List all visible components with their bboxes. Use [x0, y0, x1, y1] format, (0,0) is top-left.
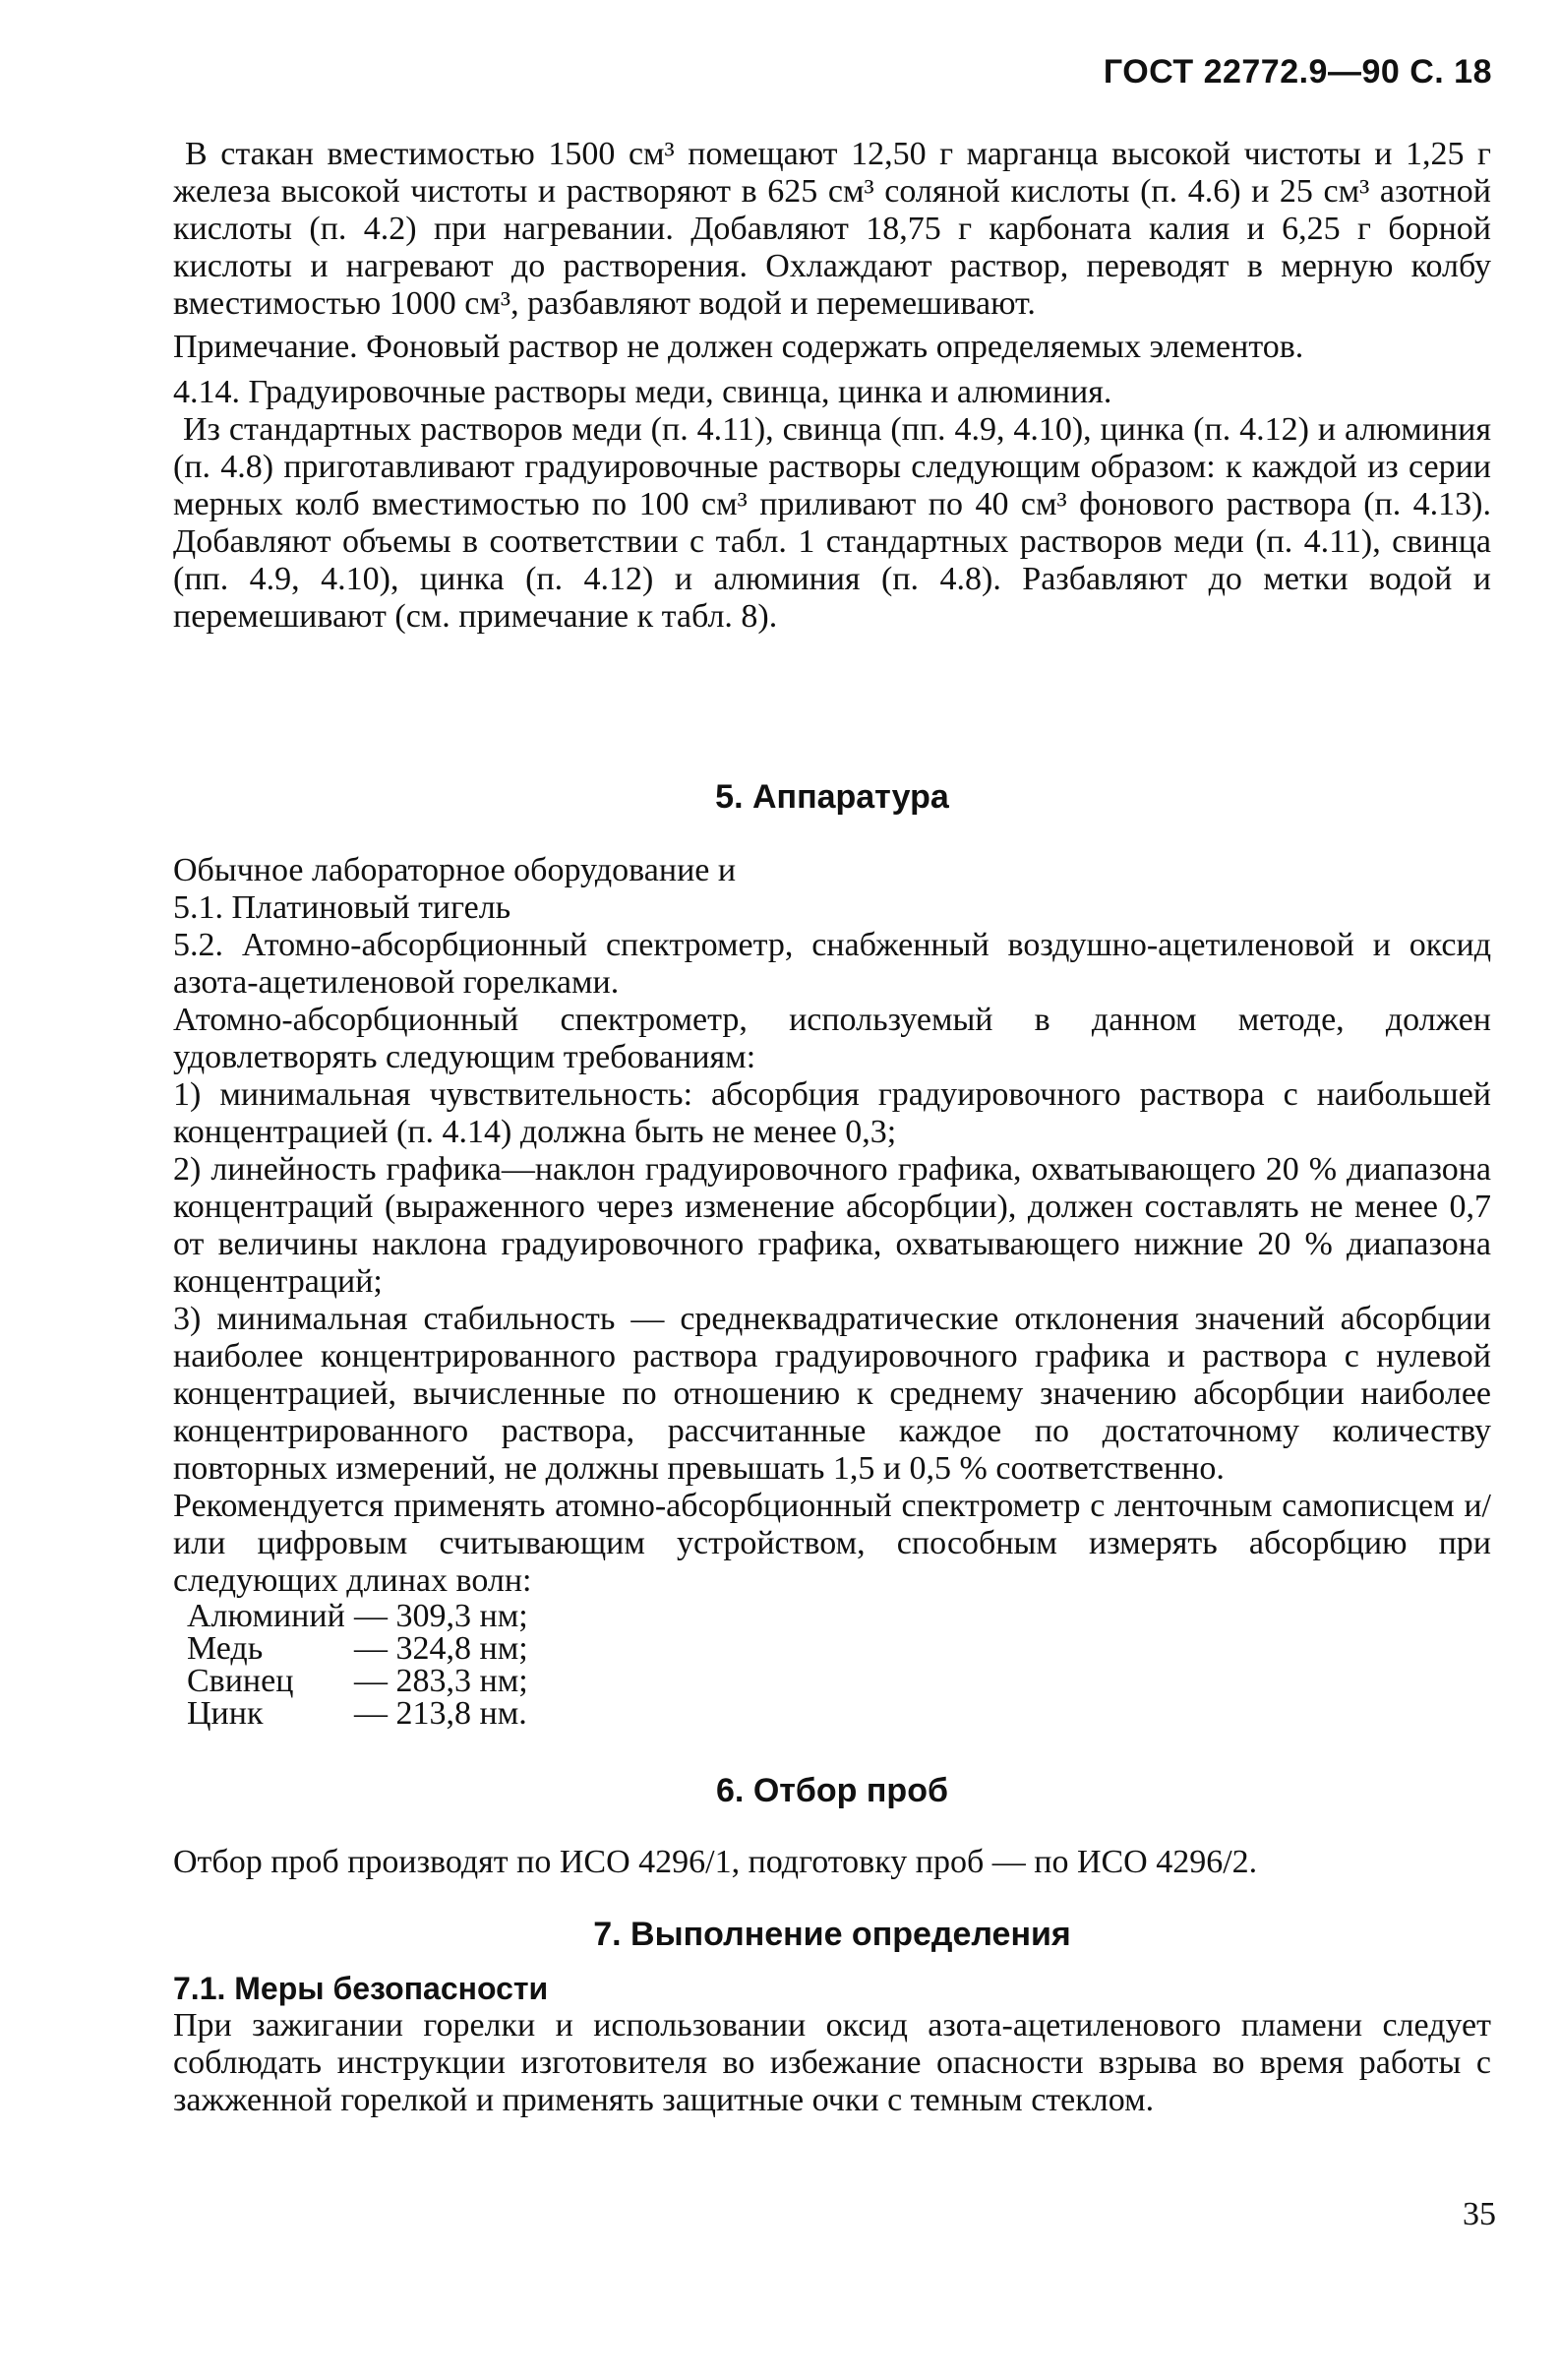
wavelength-value: — 213,8 нм. — [354, 1695, 527, 1732]
section-5-heading: 5. Аппаратура — [715, 778, 949, 816]
wavelength-row — [187, 1665, 528, 1697]
section-6-heading: 6. Отбор проб — [716, 1772, 948, 1809]
section-6-text: Отбор проб производят по ИСО 4296/1, подготовку проб — по ИСО 4296/2. — [173, 1844, 1258, 1880]
section-5-para-8: Рекомендуется применять атомно-абсорбционный спектрометр с ленточным самописцем и/или цифровым считывающим устройством, способным измерять абсорбцию при следующих длинах волн: — [173, 1488, 1491, 1599]
page-header: ГОСТ 22772.9—90 С. 18 — [1103, 53, 1492, 91]
section-5-para-6: 2) линейность графика—наклон градуировочного графика, охватывающего 20 % диапазона концентраций (выраженного через изменение абсорбции), должен составлять не менее 0,7 от величины наклона градуировочного графика, охватывающего нижние 20 % диапазона концентраций; — [173, 1151, 1491, 1300]
section-4-14-title: 4.14. Градуировочные растворы меди, свинца, цинка и алюминия. — [173, 374, 1112, 410]
section-5-para-7: 3) минимальная стабильность — среднеквадратические отклонения значений абсорбции наиболее концентрированного раствора градуировочного графика и раствора с нулевой концентрацией, вычисленные по отношению к среднему значению абсорбции наиболее концентрированного раствора, рассчитанные каждое по достаточному количеству повторных измерений, не должны превышать 1,5 и 0,5 % соответственно. — [173, 1301, 1491, 1487]
wavelength-table — [187, 1600, 528, 1730]
section-5-para-5: 1) минимальная чувствительность: абсорбция градуировочного раствора с наибольшей концентрацией (п. 4.14) должна быть не менее 0,3; — [173, 1076, 1491, 1150]
page-number: 35 — [1463, 2196, 1496, 2232]
section-7-heading: 7. Выполнение определения — [593, 1916, 1071, 1953]
section-7-1-heading: 7.1. Меры безопасности — [173, 1971, 549, 2006]
wavelength-value: — 324,8 нм; — [354, 1630, 528, 1667]
wavelength-element: Медь — [187, 1630, 264, 1667]
wavelength-element: Свинец — [187, 1663, 294, 1699]
section-5-para-1: Обычное лабораторное оборудование и — [173, 852, 737, 888]
paragraph-background-solution: В стакан вместимостью 1500 см³ помещают 12,50 г марганца высокой чистоты и 1,25 г железа высокой чистоты и растворяют в 625 см³ соляной кислоты (п. 4.6) и 25 см³ азотной кислоты (п. 4.2) при нагревании. Добавляют 18,75 г карбоната калия и 6,25 г борной кислоты и нагревают до растворения. Охлаждают раствор, переводят в мерную колбу вместимостью 1000 см³, разбавляют водой и перемешивают. — [173, 136, 1491, 322]
section-5-para-2: 5.1. Платиновый тигель — [173, 889, 511, 926]
section-7 — [173, 1915, 1491, 2119]
note-paragraph: Примечание. Фоновый раствор не должен содержать определяемых элементов. — [173, 329, 1304, 365]
section-5-para-3: 5.2. Атомно-абсорбционный спектрометр, снабженный воздушно-ацетиленовой и оксид азота-ацетиленовой горелками. — [173, 927, 1491, 1001]
wavelength-row — [187, 1632, 528, 1665]
wavelength-row — [187, 1600, 528, 1632]
wavelength-value: — 309,3 нм; — [354, 1598, 528, 1634]
section-5-para-4: Атомно-абсорбционный спектрометр, используемый в данном методе, должен удовлетворять следующим требованиям: — [173, 1002, 1491, 1075]
wavelength-element: Алюминий — [187, 1598, 345, 1634]
wavelength-value: — 283,3 нм; — [354, 1663, 528, 1699]
section-7-1-text: При зажигании горелки и использовании оксид азота-ацетиленового пламени следует соблюдать инструкции изготовителя во избежание опасности взрыва во время работы с зажженной горелкой и применять защитные очки с темным стеклом. — [173, 2007, 1491, 2118]
section-6 — [173, 1771, 1491, 1881]
top-text-block — [173, 136, 1491, 636]
wavelength-row — [187, 1697, 528, 1730]
section-5 — [173, 777, 1491, 1730]
paragraph-calibration-solutions: Из стандартных растворов меди (п. 4.11), свинца (пп. 4.9, 4.10), цинка (п. 4.12) и алюминия (п. 4.8) приготавливают градуировочные растворы следующим образом: к каждой из серии мерных колб вместимостью по 100 см³ приливают по 40 см³ фонового раствора (п. 4.13). Добавляют объемы в соответствии с табл. 1 стандартных растворов меди (п. 4.11), свинца (пп. 4.9, 4.10), цинка (п. 4.12) и алюминия (п. 4.8). Разбавляют до метки водой и перемешивают (см. примечание к табл. 8). — [173, 411, 1491, 635]
wavelength-element: Цинк — [187, 1695, 264, 1732]
